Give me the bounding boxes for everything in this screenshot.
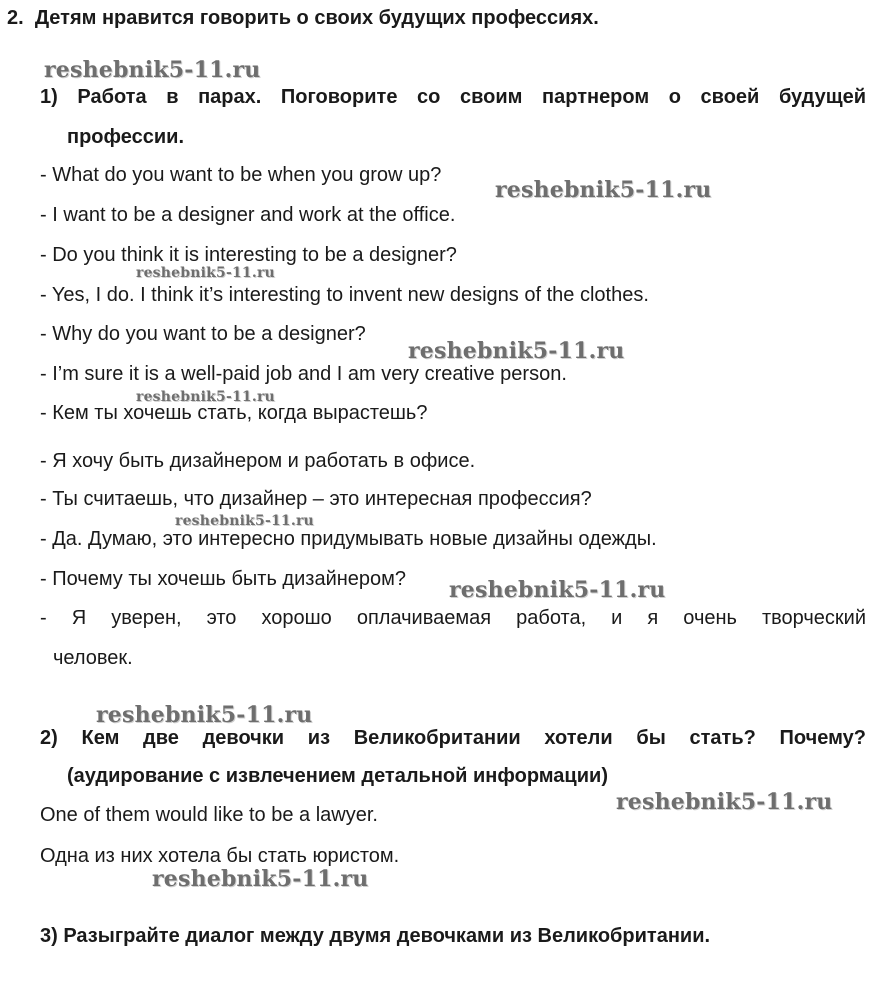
- dialogue-ru-line-3: - Ты считаешь, что дизайнер – это интересная профессия?: [40, 488, 592, 510]
- watermark: reshebnik5-11.ru: [136, 265, 275, 281]
- task3-heading-text: Разыграйте диалог между двумя девочками из Великобритании.: [63, 925, 711, 947]
- task2-heading: [40, 726, 866, 750]
- watermark: reshebnik5-11.ru: [152, 866, 369, 892]
- dialogue-en-line-2: - I want to be a designer and work at the office.: [40, 204, 456, 226]
- dialogue-en-line-5: - Why do you want to be a designer?: [40, 323, 366, 345]
- watermark: reshebnik5-11.ru: [44, 57, 261, 83]
- watermark: reshebnik5-11.ru: [616, 789, 833, 815]
- task1-heading: [40, 85, 866, 109]
- task2-heading-line2: (аудирование с извлечением детальной информации): [67, 765, 608, 787]
- exercise-number: 2.: [7, 7, 24, 29]
- watermark: reshebnik5-11.ru: [136, 389, 275, 405]
- task2-number: 2): [40, 727, 58, 749]
- exercise-title: [7, 6, 599, 30]
- task2-heading-line1: Кем две девочки из Великобритании хотели бы стать? Почему?: [81, 727, 866, 749]
- dialogue-ru-line-6: - Я уверен, это хорошо оплачиваемая работа, и я очень творческий: [40, 607, 866, 629]
- dialogue-ru-line-1: - Кем ты хочешь стать, когда вырастешь?: [40, 402, 428, 424]
- watermark: reshebnik5-11.ru: [175, 513, 314, 529]
- watermark: reshebnik5-11.ru: [96, 702, 313, 728]
- dialogue-en-line-3: - Do you think it is interesting to be a designer?: [40, 244, 457, 266]
- dialogue-ru-line-2: - Я хочу быть дизайнером и работать в офисе.: [40, 450, 476, 472]
- dialogue-en-line-1: - What do you want to be when you grow up?: [40, 164, 442, 186]
- watermark: reshebnik5-11.ru: [408, 338, 625, 364]
- watermark: reshebnik5-11.ru: [449, 577, 666, 603]
- task3-number: 3): [40, 925, 58, 947]
- exercise-title-text: Детям нравится говорить о своих будущих профессиях.: [34, 7, 599, 29]
- task1-number: 1): [40, 86, 58, 108]
- dialogue-ru-line-5: - Почему ты хочешь быть дизайнером?: [40, 568, 407, 590]
- dialogue-en-line-6: - I’m sure it is a well-paid job and I am very creative person.: [40, 363, 567, 385]
- task1-heading-line1: Работа в парах. Поговорите со своим партнером о своей будущей: [77, 86, 867, 108]
- task2-answer-ru: Одна из них хотела бы стать юристом.: [40, 845, 400, 867]
- task1-heading-line2: профессии.: [67, 126, 185, 148]
- watermark: reshebnik5-11.ru: [495, 177, 712, 203]
- task3-heading: [40, 924, 710, 948]
- dialogue-ru-line-6-cont: человек.: [53, 647, 133, 669]
- dialogue-ru-line-4: - Да. Думаю, это интересно придумывать новые дизайны одежды.: [40, 528, 657, 550]
- task2-answer-en: One of them would like to be a lawyer.: [40, 804, 378, 826]
- dialogue-en-line-4: - Yes, I do. I think it’s interesting to invent new designs of the clothes.: [40, 284, 649, 306]
